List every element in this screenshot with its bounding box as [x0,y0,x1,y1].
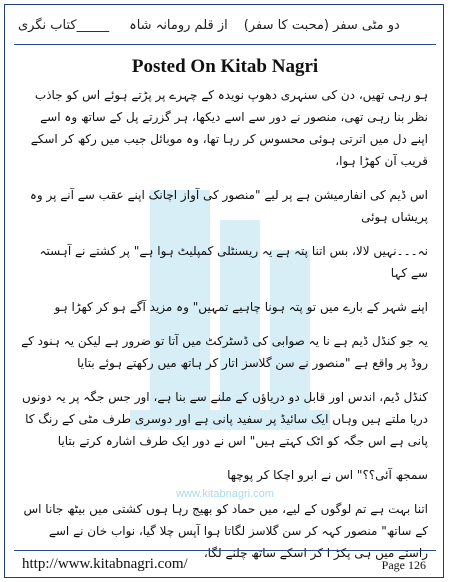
paragraph: ہو رہی تھیں، دن کی سنہری دھوپ نویدہ کے چہرے پر پڑتے ہوئے اس کو جاذب نظر بنا رہی تھی، منصور نے دور سے اسے دیکھا، ہر گزرتے پل کے ساتھ وہ اسے اپنے دل میں اترتی ہوئی محسوس کر رہا تھا، وہ موبائل جیب میں رکھ کر اسکے قریب آن کھڑا ہوا، [30,88,428,168]
posted-on-banner: Posted On Kitab Nagri [131,56,319,77]
header-author: از قلم رومانہ شاہ [129,17,228,33]
watermark-text: www.kitabnagri.com [176,488,274,500]
header-divider [14,44,436,45]
header-site-name: _____کتاب نگری [18,17,110,33]
page-number: Page 126 [381,558,426,572]
footer-divider [14,550,436,551]
paragraph: یہ جو کنڈل ڈیم ہے نا یہ صوابی کی ڈسٹرکٹ میں آتا تو ضرور ہے لیکن یہ ہنود کے روڈ پر واقع ہے "منصور نے سن گلاسز اتار کر ہاتھ میں رکھتے ہوئے بتایا [21,334,428,370]
paragraph: کنڈل ڈیم، اندس اور قابل دو دریاؤں کے ملنے سے بنا ہے، اور جس جگہ پر یہ دونوں دریا ملتے ہیں وہاں ایک سائیڈ پر سفید پانی ہے اور دوسری طرف مٹی کے رنگ کا پانی ہے اس جگہ کو اٹک کہتے ہیں" اس نے دور ایک طرف اشارہ کرتے بتایا [22,390,428,448]
paragraph: سمجھ آئی؟؟" اس نے ابرو اچکا کر پوچھا [227,468,428,482]
footer-link[interactable]: http://www.kitabnagri.com/ [22,556,188,572]
header-book-title: دو مٹی سفر (محبت کا سفر) [243,17,400,33]
paragraph: نہ۔۔۔نہیں لالا، بس اتنا پتہ ہے یہ ریسنٹلی کمپلیٹ ہوا ہے" پر کشتے نے آہستہ سے کہا [39,244,428,280]
paragraph: اپنے شہر کے بارے میں تو پتہ ہونا چاہیے تمہیں" وہ مزید آگے ہو کر کھڑا ہو [54,300,428,314]
page-header [18,10,432,40]
article-body [20,84,428,576]
paragraph: اتنا بہت ہے تم لوگوں کے لیے، میں حماد کو بھیج رہا ہوں کشتی میں بیٹھ جانا اس کے ساتھ" منصور کہہ کر سن گلاسز لگاتا ہوا آپس چلا گیا، نواب خان نے اسے راستے میں ہی پکڑ ا کر اسکے ساتھ چلنے لگا، [23,502,428,560]
paragraph: اس ڈیم کی انفارمیشن ہے پر لیے "منصور کی آواز اچانک اپنے عقب سے آنے پر وہ پریشاں ہوئی [29,188,428,224]
